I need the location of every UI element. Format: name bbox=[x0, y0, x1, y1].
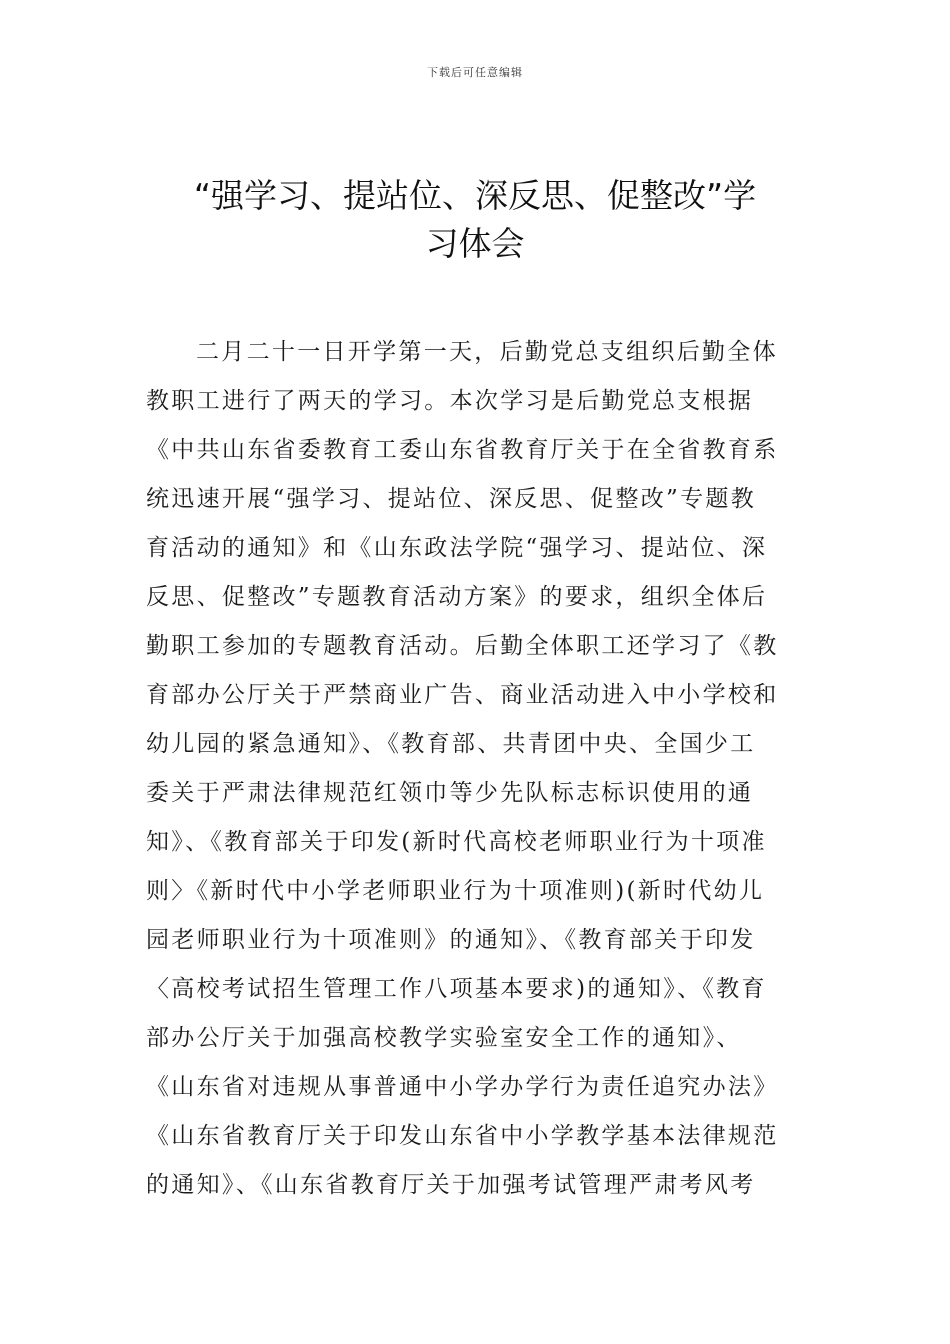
body-line: 知》、《教育部关于印发(新时代高校老师职业行为十项准 bbox=[146, 829, 767, 855]
body-line: 育部办公厅关于严禁商业广告、商业活动进入中小学校和 bbox=[146, 682, 779, 708]
body-line: 勤职工参加的专题教育活动。后勤全体职工还学习了《教 bbox=[146, 633, 779, 659]
page-title bbox=[140, 172, 810, 268]
body-text bbox=[146, 328, 810, 1210]
body-line: 育活动的通知》和《山东政法学院“强学习、提站位、深 bbox=[146, 535, 768, 561]
body-line: 〈高校考试招生管理工作八项基本要求)的通知》、《教育 bbox=[146, 976, 767, 1002]
body-line: 委关于严肃法律规范红领巾等少先队标志标识使用的通 bbox=[146, 780, 754, 806]
body-line: 统迅速开展“强学习、提站位、深反思、促整改”专题教 bbox=[146, 486, 757, 512]
body-line: 则〉《新时代中小学老师职业行为十项准则)(新时代幼儿 bbox=[146, 878, 765, 904]
body-line: 的通知》、《山东省教育厅关于加强考试管理严肃考风考 bbox=[146, 1172, 756, 1198]
header-note: 下载后可任意编辑 bbox=[427, 66, 523, 79]
body-line: 《中共山东省委教育工委山东省教育厅关于在全省教育系 bbox=[146, 437, 779, 463]
body-line: 《山东省教育厅关于印发山东省中小学教学基本法律规范 bbox=[146, 1123, 779, 1149]
body-line: 部办公厅关于加强高校教学实验室安全工作的通知》、 bbox=[146, 1025, 742, 1051]
body-line: 幼儿园的紧急通知》、《教育部、共青团中央、全国少工 bbox=[146, 731, 756, 757]
body-line: 园老师职业行为十项准则》的通知》、《教育部关于印发 bbox=[146, 927, 756, 953]
title-line-2: 习体会 bbox=[425, 224, 525, 263]
body-line: 二月二十一日开学第一天，后勤党总支组织后勤全体 bbox=[196, 339, 778, 365]
title-line-1: “强学习、提站位、深反思、促整改”学 bbox=[193, 176, 757, 215]
body-line: 《山东省对违规从事普通中小学办学行为责任追究办法》 bbox=[146, 1074, 779, 1100]
body-line: 教职工进行了两天的学习。本次学习是后勤党总支根据 bbox=[146, 388, 754, 414]
body-line: 反思、促整改”专题教育活动方案》的要求，组织全体后 bbox=[146, 584, 768, 610]
